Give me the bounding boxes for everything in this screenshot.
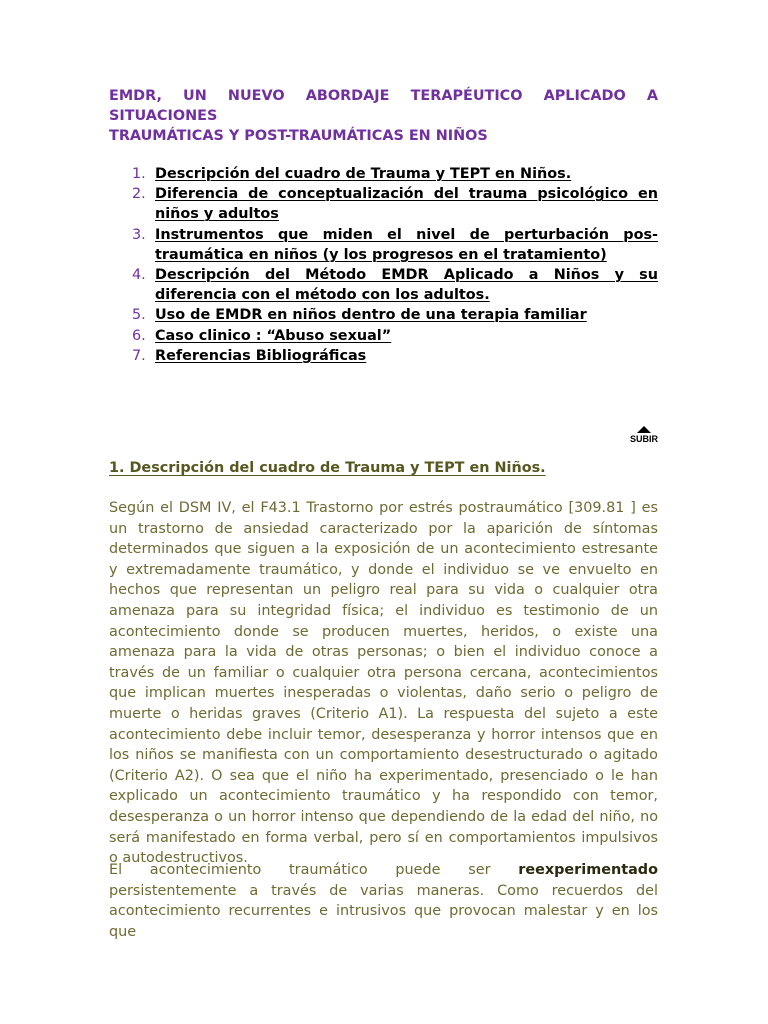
section-heading: 1. Descripción del cuadro de Trauma y TEPT en Niños.	[109, 460, 546, 476]
table-of-contents	[109, 164, 658, 366]
back-to-top-button[interactable]	[626, 426, 662, 444]
arrow-up-icon	[637, 426, 651, 433]
toc-link-references[interactable]: Referencias Bibliográficas	[155, 347, 367, 364]
toc-link-trauma-description[interactable]: Descripción del cuadro de Trauma y TEPT en Niños.	[155, 166, 572, 182]
toc-item	[109, 265, 658, 305]
toc-link-emdr-method[interactable]: Descripción del Método EMDR Aplicado a Niños y su diferencia con el método con los adultos.	[155, 267, 658, 304]
toc-link-instruments[interactable]: Instrumentos que miden el nivel de perturbación pos-traumática en niños (y los progresos en el tratamiento)	[155, 226, 658, 263]
body-paragraph: Según el DSM IV, el F43.1 Trastorno por estrés postraumático [309.81 ] es un trastorno de ansiedad caracterizado por la aparición de síntomas determinados que siguen a la exposición de un acontecimiento estresante y extremadamente traumático, y donde el individuo se ve envuelto en hechos que representan un peligro real para su vida o cualquier otra amenaza para su integridad física; el individuo es testimonio de un acontecimiento donde se producen muertes, heridos, o existe una amenaza para la vida de otras personas; o bien el individuo conoce a través de un familiar o cualquier otra persona cercana, acontecimientos que implican muertes inesperadas o violentas, daño serio o peligro de muerte o heridas graves (Criterio A1). La respuesta del sujeto a este acontecimiento debe incluir temor, desesperanza y horror intensos que en los niños se manifiesta con un comportamiento desestructurado o agitado (Criterio A2). O sea que el niño ha experimentado, presenciado o le han explicado un acontecimiento traumático y ha respondido con temor, desesperanza o un horror intenso que dependiendo de la edad del niño, no será manifestado en forma verbal, pero sí en comportamientos impulsivos o autodestructivos.	[109, 500, 658, 867]
toc-item-number: 3.	[132, 226, 146, 243]
toc-link-conceptualization[interactable]: Diferencia de conceptualización del trauma psicológico en niños y adultos	[155, 186, 658, 223]
paragraph-text: persistentemente a través de varias maneras. Como recuerdos del acontecimiento recurrentes e intrusivos que provocan malestar y en los que	[109, 882, 658, 940]
toc-item-number: 1.	[132, 166, 146, 182]
toc-item-number: 6.	[132, 327, 146, 344]
title-line-3: TRAUMÁTICAS Y POST-TRAUMÁTICAS EN NIÑOS	[109, 128, 488, 144]
toc-link-clinical-case[interactable]: Caso clinico : “Abuso sexual”	[155, 327, 392, 344]
paragraph-text: El acontecimiento traumático puede ser	[109, 862, 491, 878]
toc-item	[109, 225, 658, 265]
toc-item	[109, 164, 658, 184]
toc-item-number: 2.	[132, 186, 146, 203]
emphasized-term: reexperimentado	[518, 862, 658, 878]
toc-item	[109, 184, 658, 224]
body-paragraph	[109, 860, 658, 942]
back-to-top-label: SUBIR	[629, 434, 658, 444]
title-line-2: SITUACIONES	[109, 108, 218, 124]
toc-item	[109, 326, 658, 346]
document-page	[109, 86, 658, 940]
toc-item-number: 7.	[132, 347, 146, 364]
toc-link-family-therapy[interactable]: Uso de EMDR en niños dentro de una terapia familiar	[155, 307, 587, 324]
title-line-1: EMDR, UN NUEVO ABORDAJE TERAPÉUTICO APLICADO A	[109, 88, 658, 104]
toc-item-number: 5.	[132, 307, 146, 324]
toc-item	[109, 305, 658, 325]
toc-item	[109, 346, 658, 366]
toc-item-number: 4.	[132, 267, 146, 284]
document-title	[109, 86, 658, 146]
